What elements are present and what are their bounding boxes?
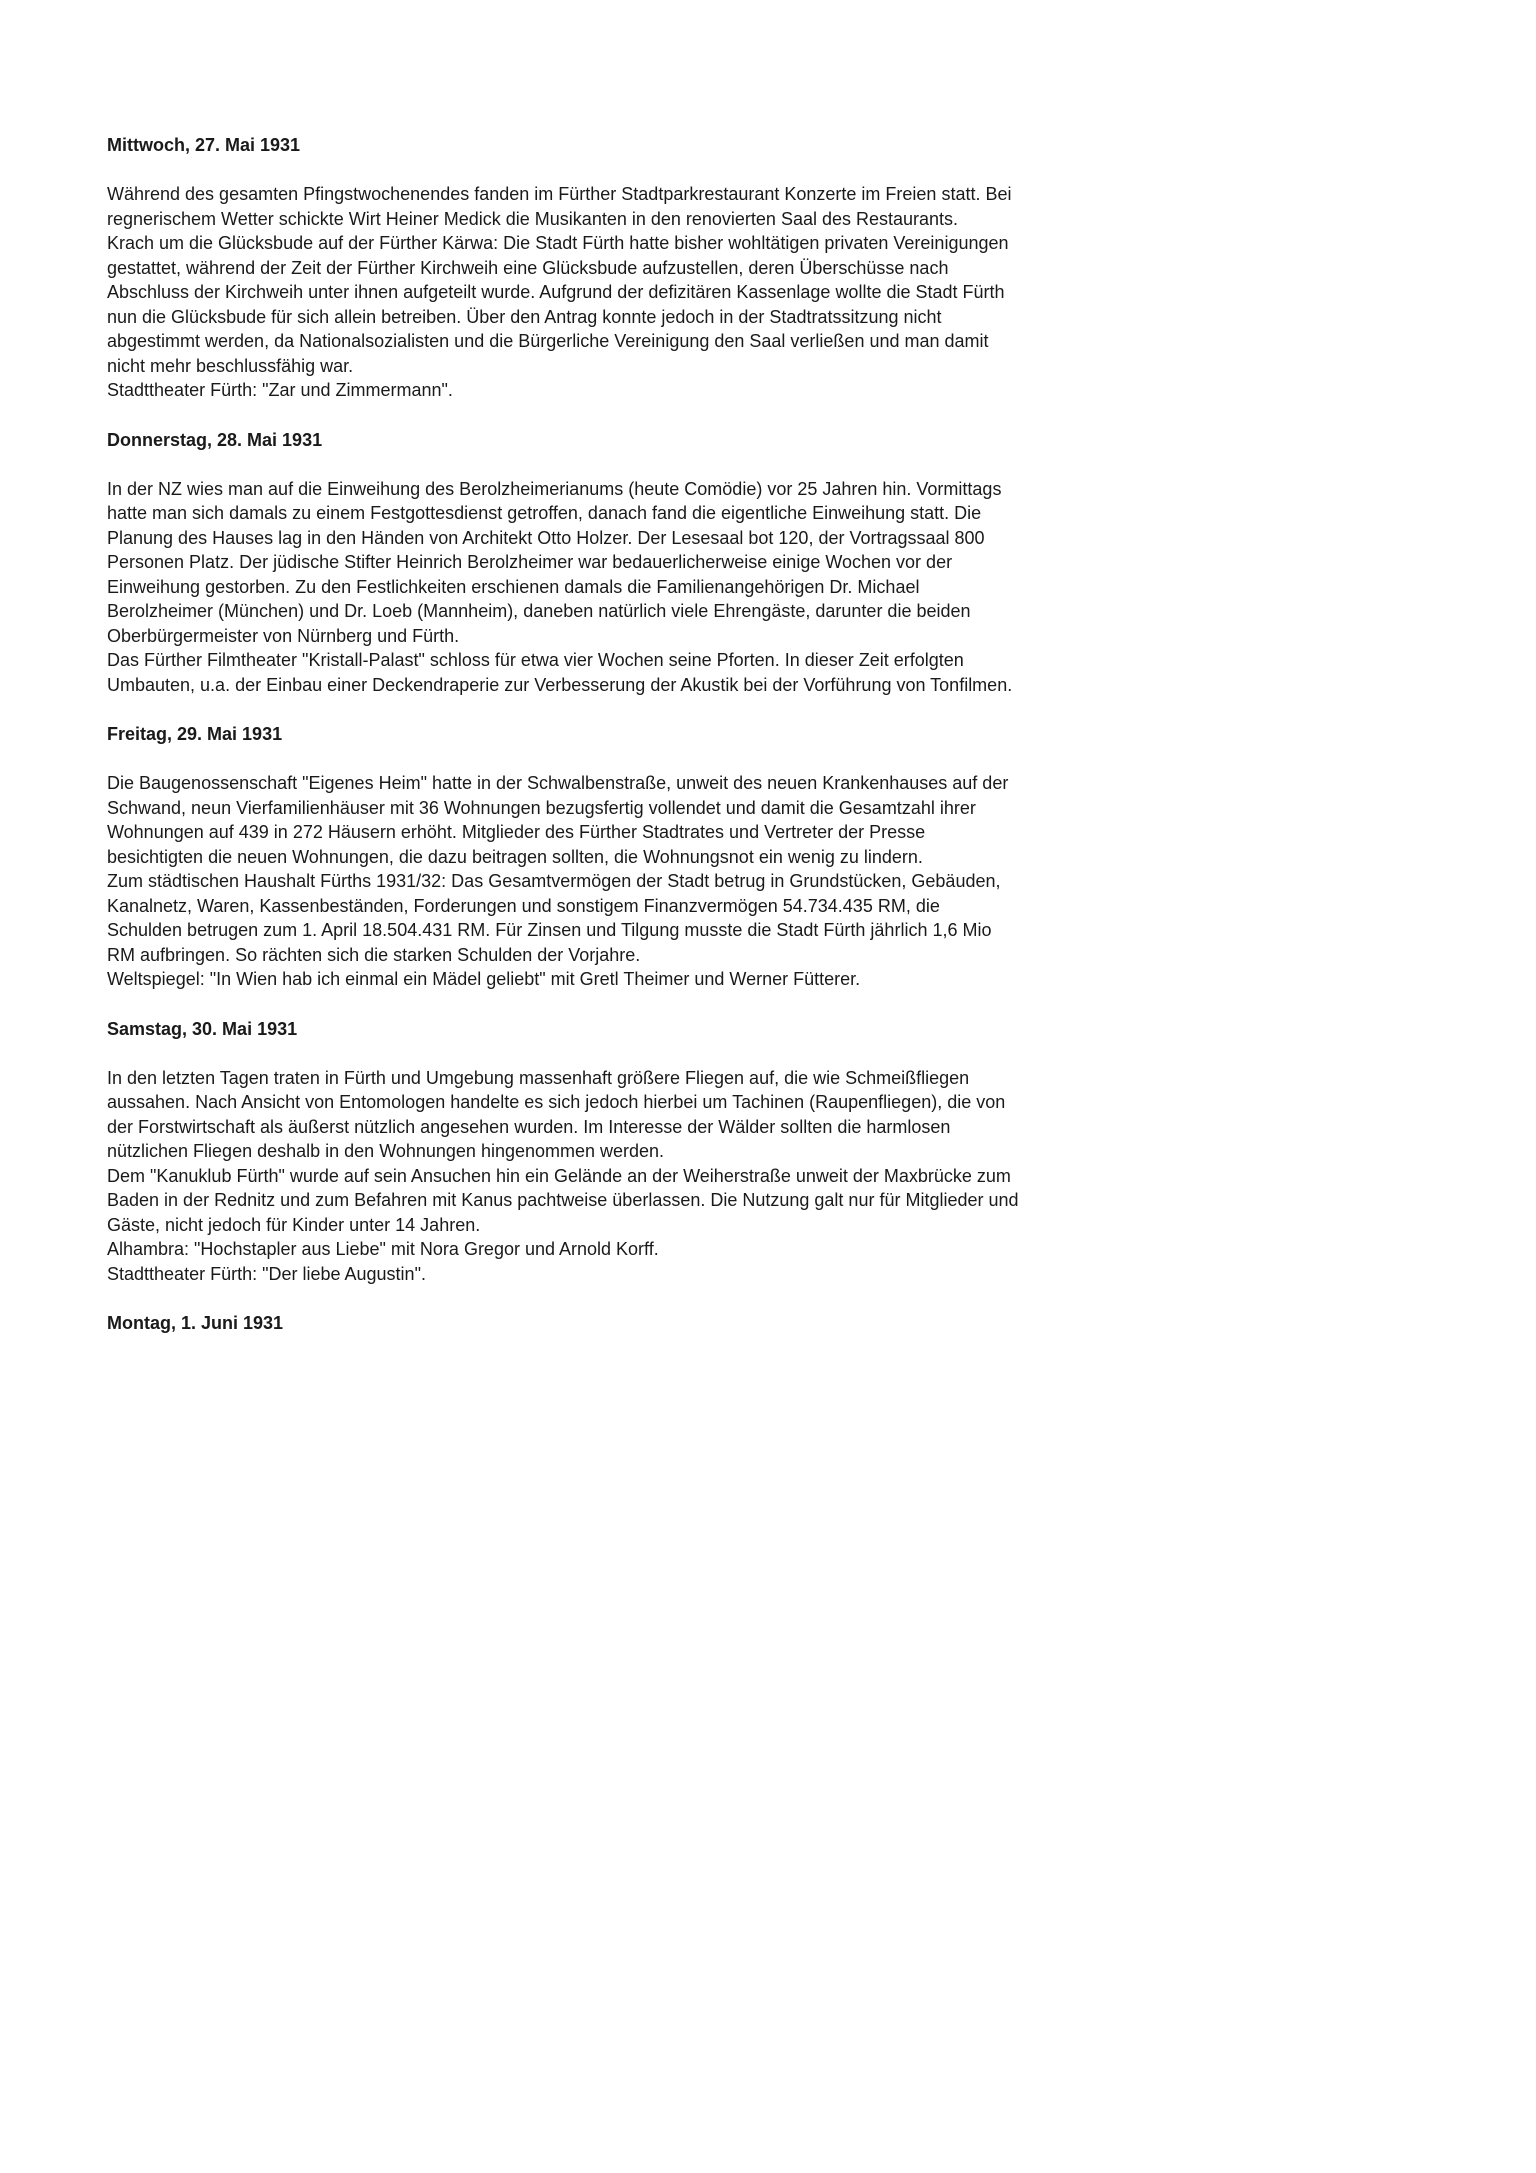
paragraph: Dem "Kanuklub Fürth" wurde auf sein Ansuchen hin ein Gelände an der Weiherstraße unweit der Maxbrücke zum Baden in der Rednitz und zum Befahren mit Kanus pachtweise überlassen. Die Nutzung galt nur für Mitglieder und Gäste, nicht jedoch für Kinder unter 14 Jahren. xyxy=(107,1165,1019,1235)
section-heading: Donnerstag, 28. Mai 1931 xyxy=(107,429,323,450)
section-paragraphs xyxy=(107,1066,1019,1287)
section-paragraphs xyxy=(107,182,1019,403)
paragraph: Weltspiegel: "In Wien hab ich einmal ein Mädel geliebt" mit Gretl Theimer und Werner Fütterer. xyxy=(107,969,861,989)
document-body xyxy=(107,133,1019,1336)
paragraph: Das Fürther Filmtheater "Kristall-Palast" schloss für etwa vier Wochen seine Pforten. In dieser Zeit erfolgten Umbauten, u.a. der Einbau einer Deckendraperie zur Verbesserung der Akustik bei der Vorführung von Tonfilmen. xyxy=(107,650,1013,695)
paragraph: Krach um die Glücksbude auf der Fürther Kärwa: Die Stadt Fürth hatte bisher wohltätigen privaten Vereinigungen gestattet, während der Zeit der Fürther Kirchweih eine Glücksbude aufzustellen, deren Überschüsse nach Abschluss der Kirchweih unter ihnen aufgeteilt wurde. Aufgrund der defizitären Kassenlage wollte die Stadt Fürth nun die Glücksbude für sich allein betreiben. Über den Antrag konnte jedoch in der Stadtratssitzung nicht abgestimmt werden, da Nationalsozialisten und die Bürgerliche Vereinigung den Saal verließen und man damit nicht mehr beschlussfähig war. xyxy=(107,233,1009,376)
paragraph: Die Baugenossenschaft "Eigenes Heim" hatte in der Schwalbenstraße, unweit des neuen Krankenhauses auf der Schwand, neun Vierfamilienhäuser mit 36 Wohnungen bezugsfertig vollendet und damit die Gesamtzahl ihrer Wohnungen auf 439 in 272 Häusern erhöht. Mitglieder des Fürther Stadtrates und Vertreter der Presse besichtigten die neuen Wohnungen, die dazu beitragen sollten, die Wohnungsnot ein wenig zu lindern. xyxy=(107,773,1009,867)
paragraph: Während des gesamten Pfingstwochenendes fanden im Fürther Stadtparkrestaurant Konzerte im Freien statt. Bei regnerischem Wetter schickte Wirt Heiner Medick die Musikanten in den renovierten Saal des Restaurants. xyxy=(107,184,1012,229)
section-heading: Samstag, 30. Mai 1931 xyxy=(107,1018,298,1039)
paragraph: In der NZ wies man auf die Einweihung des Berolzheimerianums (heute Comödie) vor 25 Jahren hin. Vormittags hatte man sich damals zu einem Festgottesdienst getroffen, danach fand die eigentliche Einweihung statt. Die Planung des Hauses lag in den Händen von Architekt Otto Holzer. Der Lesesaal bot 120, der Vortragssaal 800 Personen Platz. Der jüdische Stifter Heinrich Berolzheimer war bedauerlicherweise einige Wochen vor der Einweihung gestorben. Zu den Festlichkeiten erschienen damals die Familienangehörigen Dr. Michael Berolzheimer (München) und Dr. Loeb (Mannheim), daneben natürlich viele Ehrengäste, darunter die beiden Oberbürgermeister von Nürnberg und Fürth. xyxy=(107,478,1002,646)
diary-section xyxy=(107,1311,1019,1336)
diary-section xyxy=(107,133,1019,403)
paragraph: Alhambra: "Hochstapler aus Liebe" mit Nora Gregor und Arnold Korff. xyxy=(107,1239,659,1259)
diary-section xyxy=(107,722,1019,992)
section-paragraphs xyxy=(107,771,1019,992)
section-heading: Freitag, 29. Mai 1931 xyxy=(107,724,283,744)
paragraph: Zum städtischen Haushalt Fürths 1931/32: Das Gesamtvermögen der Stadt betrug in Grundstücken, Gebäuden, Kanalnetz, Waren, Kassenbeständen, Forderungen und sonstigem Finanzvermögen 54.734.435 RM, die Schulden betrugen zum 1. April 18.504.431 RM. Für Zinsen und Tilgung musste die Stadt Fürth jährlich 1,6 Mio RM aufbringen. So rächten sich die starken Schulden der Vorjahre. xyxy=(107,871,1001,965)
section-heading: Mittwoch, 27. Mai 1931 xyxy=(107,135,301,155)
section-paragraphs xyxy=(107,477,1019,698)
paragraph: Stadttheater Fürth: "Zar und Zimmermann". xyxy=(107,380,453,400)
paragraph: Stadttheater Fürth: "Der liebe Augustin". xyxy=(107,1263,426,1284)
paragraph: In den letzten Tagen traten in Fürth und Umgebung massenhaft größere Fliegen auf, die wie Schmeißfliegen aussahen. Nach Ansicht von Entomologen handelte es sich jedoch hierbei um Tachinen (Raupenfliegen), die von der Forstwirtschaft als äußerst nützlich angesehen wurden. Im Interesse der Wälder sollten die harmlosen nützlichen Fliegen deshalb in den Wohnungen hingenommen werden. xyxy=(107,1067,1006,1161)
section-heading: Montag, 1. Juni 1931 xyxy=(107,1313,284,1333)
diary-section xyxy=(107,428,1019,698)
diary-section xyxy=(107,1017,1019,1287)
